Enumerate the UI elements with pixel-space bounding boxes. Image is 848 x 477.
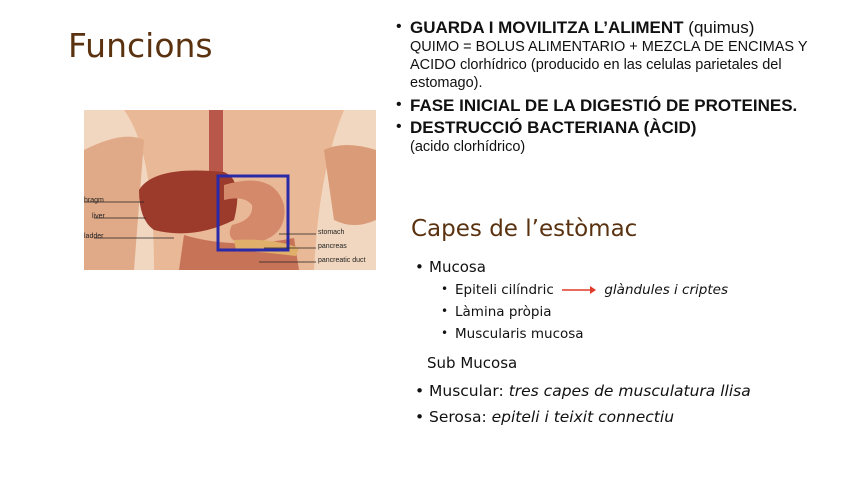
- label-diaphragm: hragm: [84, 197, 104, 204]
- functions-list: [396, 18, 846, 156]
- mucosa-label: Mucosa: [429, 258, 486, 276]
- lamina-label: Làmina pròpia: [455, 304, 552, 320]
- muscular-desc: tres capes de musculatura llisa: [508, 382, 751, 400]
- label-pancreatic-duct: pancreatic duct: [318, 257, 366, 264]
- stomach-anatomy-figure: [84, 110, 376, 270]
- list-item-submucosa: [415, 348, 751, 382]
- submucosa-label: Sub Mucosa: [427, 354, 518, 372]
- muscular-label: Muscular:: [429, 382, 509, 400]
- bullet-detail: (acido clorhídrico): [410, 139, 526, 155]
- bullet-item: [396, 96, 846, 116]
- serosa-label: Serosa:: [429, 408, 492, 426]
- label-gallbladder: ladder: [84, 233, 104, 240]
- glandules-label: glàndules i criptes: [604, 282, 728, 298]
- arrow-right-icon: [562, 285, 596, 295]
- label-pancreas: pancreas: [318, 243, 347, 250]
- muscularis-label: Muscularis mucosa: [455, 326, 584, 342]
- bullet-detail: QUIMO = BOLUS ALIMENTARIO + MEZCLA DE ENCIMAS Y ACIDO clorhídrico (producido en las celulas parietales del estomago).: [410, 39, 808, 91]
- section-title-capes: Capes de l’estòmac: [411, 216, 638, 242]
- bullet-item: [396, 18, 846, 92]
- list-item-serosa: [415, 408, 751, 432]
- list-item-muscular: [415, 382, 751, 408]
- bullet-item: [396, 118, 846, 156]
- bullet-heading: GUARDA I MOVILITZA L’ALIMENT: [410, 18, 684, 37]
- label-stomach: stomach: [318, 229, 345, 236]
- serosa-desc: epiteli i teixit connectiu: [491, 408, 675, 426]
- label-liver: liver: [92, 213, 105, 220]
- slide-title: Funcions: [68, 26, 213, 65]
- epiteli-label: Epiteli cilíndric: [455, 282, 554, 298]
- list-item-mucosa: [415, 258, 751, 282]
- bullet-heading-note: (quimus): [683, 18, 755, 37]
- list-item-muscularis: [415, 326, 751, 348]
- capes-list: [415, 258, 751, 432]
- list-item-lamina: [415, 304, 751, 326]
- bullet-heading: DESTRUCCIÓ BACTERIANA (ÀCID): [410, 118, 697, 137]
- bullet-heading: FASE INICIAL DE LA DIGESTIÓ DE PROTEINES.: [410, 96, 798, 115]
- list-item-epiteli: [415, 282, 751, 304]
